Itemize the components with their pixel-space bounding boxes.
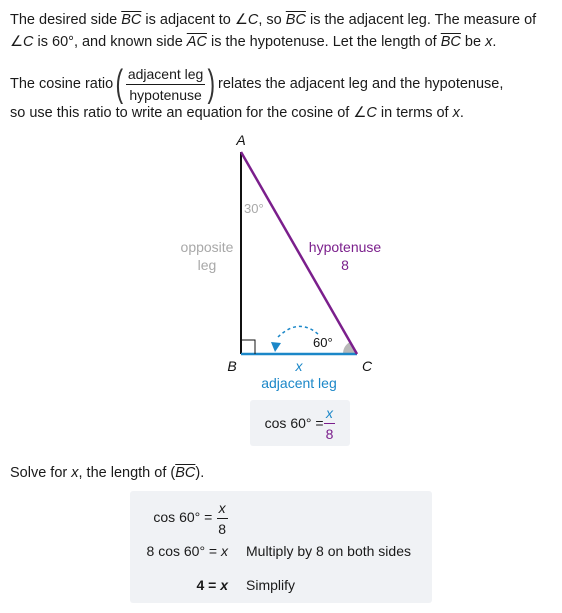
vertex-a-label: A xyxy=(236,132,246,148)
text: be xyxy=(460,34,486,50)
fraction-denominator: 8 xyxy=(325,425,334,442)
segment-bc: $\overline{BC}$ xyxy=(121,12,142,28)
solution-box xyxy=(130,491,432,603)
segment-bc: $\overline{BC}$ xyxy=(285,12,306,28)
segment-bc: $\overline{BC}$ xyxy=(440,34,461,50)
angle-c: C xyxy=(23,34,34,50)
fraction-denominator: 8 xyxy=(218,520,226,537)
text: , the length of ( xyxy=(78,465,176,481)
text: in terms of xyxy=(376,105,453,121)
solve-instruction xyxy=(10,462,204,484)
text: The desired side xyxy=(10,12,122,28)
text: ). xyxy=(195,465,205,481)
text: . xyxy=(492,34,497,50)
text: is 60°, and known side xyxy=(33,34,187,50)
right-angle-marker xyxy=(241,340,255,354)
fraction-numerator: adjacent leg xyxy=(126,65,206,85)
solution-fraction xyxy=(216,499,228,538)
leg-label: leg xyxy=(197,257,217,273)
fraction-numerator: x xyxy=(217,499,228,519)
arrowhead-icon xyxy=(271,342,281,352)
variable-x: x xyxy=(221,543,228,559)
fraction-denominator: hypotenuse xyxy=(129,86,202,103)
equation-fraction xyxy=(324,404,336,443)
dashed-arrow-curve xyxy=(277,326,318,338)
text: , so xyxy=(258,12,286,28)
segment-ac: $\overline{AC}$ xyxy=(186,34,207,50)
angle-c: C xyxy=(366,105,377,121)
angle-c-label: 60° xyxy=(313,335,333,350)
text: is the adjacent leg. The measure of ∠ xyxy=(10,12,537,50)
cosine-equation-box xyxy=(250,400,350,446)
vertex-c-label: C xyxy=(361,358,373,374)
text: relates the adjacent leg and the hypotenuse, xyxy=(218,76,504,92)
angle-c: C xyxy=(247,12,259,28)
solution-row-1 xyxy=(130,498,432,538)
fraction-numerator: x xyxy=(324,404,335,424)
vertex-b-label: B xyxy=(227,358,237,374)
solution-lhs xyxy=(130,499,228,538)
solution-note: Simplify xyxy=(246,577,296,593)
variable-x: x xyxy=(485,34,493,50)
angle-a-label: 30° xyxy=(244,201,264,216)
text: so use this ratio to write an equation for the cosine of ∠ xyxy=(10,105,367,121)
solution-row-3 xyxy=(130,570,432,600)
adjacent-var-label: x xyxy=(295,358,303,374)
right-paren: ) xyxy=(207,63,216,105)
text: is adjacent to ∠ xyxy=(141,12,248,28)
text: Solve for xyxy=(10,465,72,481)
text: 4 = xyxy=(196,577,221,593)
variable-x: x xyxy=(71,465,79,481)
variable-x: x xyxy=(220,577,228,593)
left-paren: ( xyxy=(115,63,124,105)
hypotenuse-value: 8 xyxy=(341,257,349,273)
text: . xyxy=(459,105,464,121)
solution-lhs xyxy=(130,577,228,593)
solution-lhs xyxy=(130,543,228,559)
text: cos 60° = xyxy=(153,508,217,525)
text: is the hypotenuse. Let the length of xyxy=(206,34,441,50)
solution-row-2 xyxy=(130,536,432,566)
adjacent-leg-label: adjacent leg xyxy=(261,375,337,391)
hypotenuse-label: hypotenuse xyxy=(308,239,382,255)
text: The cosine ratio xyxy=(10,76,114,92)
variable-x: x xyxy=(452,105,460,121)
equation-lhs: cos 60° = xyxy=(264,415,324,431)
segment-bc: $\overline{BC}$ xyxy=(175,465,196,481)
opposite-label: opposite xyxy=(180,239,234,255)
solution-note: Multiply by 8 on both sides xyxy=(246,543,411,559)
text: 8 cos 60° = xyxy=(146,543,221,559)
